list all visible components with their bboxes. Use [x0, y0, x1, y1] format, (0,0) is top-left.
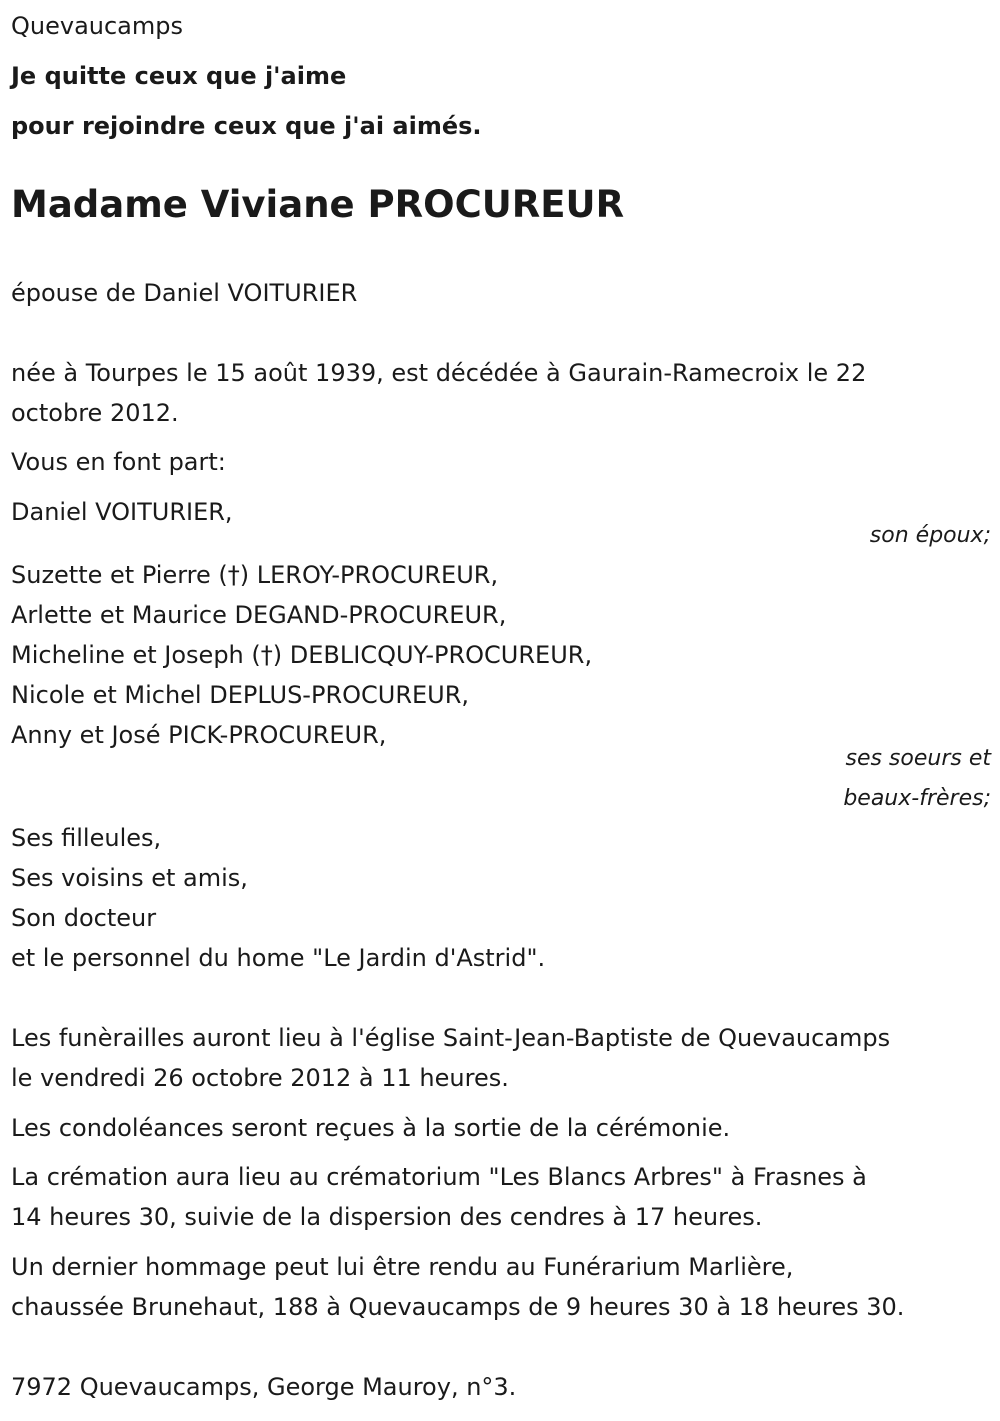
sibling-line: Arlette et Maurice DEGAND-PROCUREUR,	[11, 601, 507, 629]
other-announcer-line: Son docteur	[11, 904, 157, 932]
condolences-line: Les condoléances seront reçues à la sortie de la cérémonie.	[11, 1114, 731, 1142]
cremation-line-2: 14 heures 30, suivie de la dispersion des cendres à 17 heures.	[11, 1203, 763, 1231]
funeral-line-2: le vendredi 26 octobre 2012 à 11 heures.	[11, 1064, 509, 1092]
verse-line-2: pour rejoindre ceux que j'ai aimés.	[11, 112, 482, 140]
tribute-line-1: Un dernier hommage peut lui être rendu au Funérarium Marlière,	[11, 1253, 794, 1281]
deceased-name: Madame Viviane PROCUREUR	[11, 183, 625, 226]
siblings-role-line-1: ses soeurs et	[845, 746, 991, 771]
other-announcer-line: Ses filleules,	[11, 824, 162, 852]
verse-line-1: Je quitte ceux que j'aime	[11, 62, 347, 90]
town-heading: Quevaucamps	[11, 12, 184, 40]
funeral-line-1: Les funèrailles auront lieu à l'église Saint-Jean-Baptiste de Quevaucamps	[11, 1024, 891, 1052]
spouse-line: épouse de Daniel VOITURIER	[11, 279, 358, 307]
birth-death-line-1: née à Tourpes le 15 août 1939, est décédée à Gaurain-Ramecroix le 22	[11, 359, 867, 387]
other-announcer-line: Ses voisins et amis,	[11, 864, 248, 892]
sibling-line: Micheline et Joseph (†) DEBLICQUY-PROCUREUR,	[11, 641, 593, 669]
tribute-line-2: chaussée Brunehaut, 188 à Quevaucamps de 9 heures 30 à 18 heures 30.	[11, 1293, 905, 1321]
spouse-name: Daniel VOITURIER,	[11, 498, 233, 526]
footer-address: 7972 Quevaucamps, George Mauroy, n°3.	[11, 1373, 517, 1401]
announcers-intro: Vous en font part:	[11, 448, 226, 476]
other-announcer-line: et le personnel du home "Le Jardin d'Astrid".	[11, 944, 546, 972]
spouse-role: son époux;	[869, 523, 991, 548]
birth-death-line-2: octobre 2012.	[11, 399, 179, 427]
siblings-role-line-2: beaux-frères;	[843, 786, 991, 811]
sibling-line: Suzette et Pierre (†) LEROY-PROCUREUR,	[11, 561, 499, 589]
sibling-line: Nicole et Michel DEPLUS-PROCUREUR,	[11, 681, 470, 709]
sibling-line: Anny et José PICK-PROCUREUR,	[11, 721, 387, 749]
cremation-line-1: La crémation aura lieu au crématorium "Les Blancs Arbres" à Frasnes à	[11, 1163, 867, 1191]
